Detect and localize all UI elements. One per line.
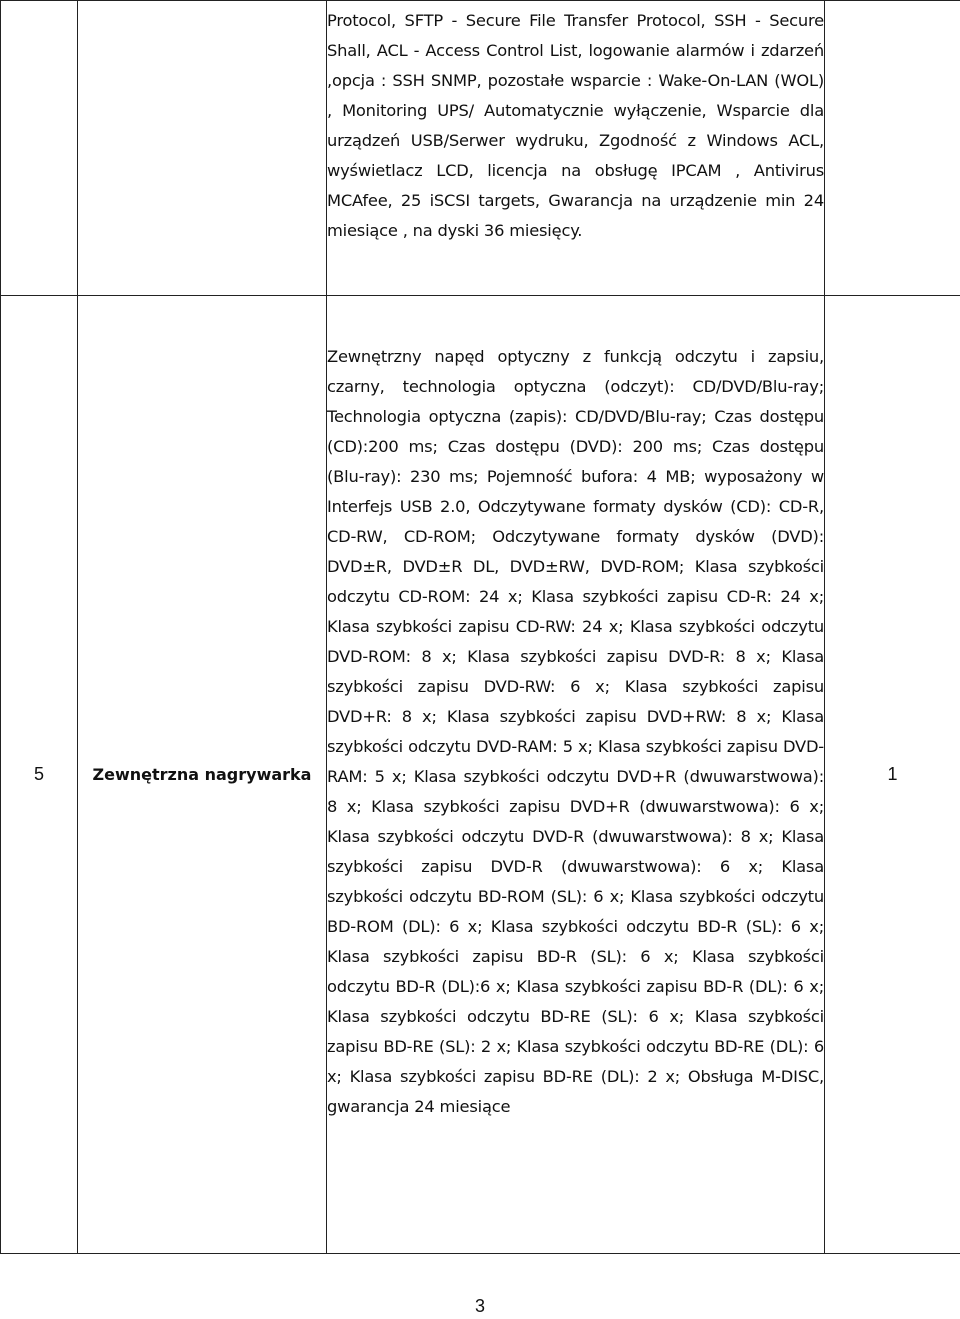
row-number-cell xyxy=(1,1,78,296)
item-name-cell: Zewnętrzna nagrywarka xyxy=(78,296,327,1254)
item-description-cell xyxy=(327,1,825,296)
item-description-text: Protocol, SFTP - Secure File Transfer Protocol, SSH - Secure Shall, ACL - Access Control List, logowanie alarmów i zdarzeń ,opcja : SSH SNMP, pozostałe wsparcie : Wake-On-LAN (WOL) , Monitoring UPS/ Automatycznie wyłączenie, Wsparcie dla urządzeń USB/Serwer wydruku, Zgodność z Windows ACL, wyświetlacz LCD, licencja na obsługę IPCAM , Antivirus MCAfee, 25 iSCSI targets, Gwarancja na urządzenie min 24 miesiące , na dyski 36 miesięcy. xyxy=(327,11,824,240)
page-number: 3 xyxy=(474,1296,485,1316)
table-row xyxy=(1,296,960,1254)
row-number-cell: 5 xyxy=(1,296,78,1254)
item-description-cell xyxy=(327,296,825,1254)
item-name-cell xyxy=(78,1,327,296)
item-description-text: Zewnętrzny napęd optyczny z funkcją odczytu i zapsiu, czarny, technologia optyczna (odczyt): CD/DVD/Blu-ray; Technologia optyczna (zapis): CD/DVD/Blu-ray; Czas dostępu (CD):200 ms; Czas dostępu (DVD): 200 ms; Czas dostępu (Blu-ray): 230 ms; Pojemność bufora: 4 MB; wyposażony w Interfejs USB 2.0, Odczytywane formaty dysków (CD): CD-R, CD-RW, CD-ROM; Odczytywane formaty dysków (DVD): DVD±R, DVD±R DL, DVD±RW, DVD-ROM; Klasa szybkości odczytu CD-ROM: 24 x; Klasa szybkości zapisu CD-R: 24 x; Klasa szybkości zapisu CD-RW: 24 x; Klasa szybkości odczytu DVD-ROM: 8 x; Klasa szybkości zapisu DVD-R: 8 x; Klasa szybkości zapisu DVD-RW: 6 x; Klasa szybkości zapisu DVD+R: 8 x; Klasa szybkości zapisu DVD+RW: 8 x; Klasa szybkości odczytu DVD-RAM: 5 x; Klasa szybkości zapisu DVD-RAM: 5 x; Klasa szybkości odczytu DVD+R (dwuwarstwowa): 8 x; Klasa szybkości zapisu DVD+R (dwuwarstwowa): 6 x; Klasa szybkości odczytu DVD-R (dwuwarstwowa): 8 x; Klasa szybkości zapisu DVD-R (dwuwarstwowa): 6 x; Klasa szybkości odczytu BD-ROM (SL): 6 x; Klasa szybkości odczytu BD-ROM (DL): 6 x; Klasa szybkości odczytu BD-R (SL): 6 x; Klasa szybkości zapisu BD-R (SL): 6 x; Klasa szybkości odczytu BD-R (DL):6 x; Klasa szybkości zapisu BD-R (DL): 6 x; Klasa szybkości odczytu BD-RE (SL): 6 x; Klasa szybkości zapisu BD-RE (SL): 2 x; Klasa szybkości odczytu BD-RE (DL): 6 x; Klasa szybkości zapisu BD-RE (DL): 2 x; Obsługa M-DISC, gwarancja 24 miesiące xyxy=(327,347,824,1116)
quantity-cell: 1 xyxy=(825,296,960,1254)
table-row xyxy=(1,1,960,296)
quantity-cell xyxy=(825,1,960,296)
